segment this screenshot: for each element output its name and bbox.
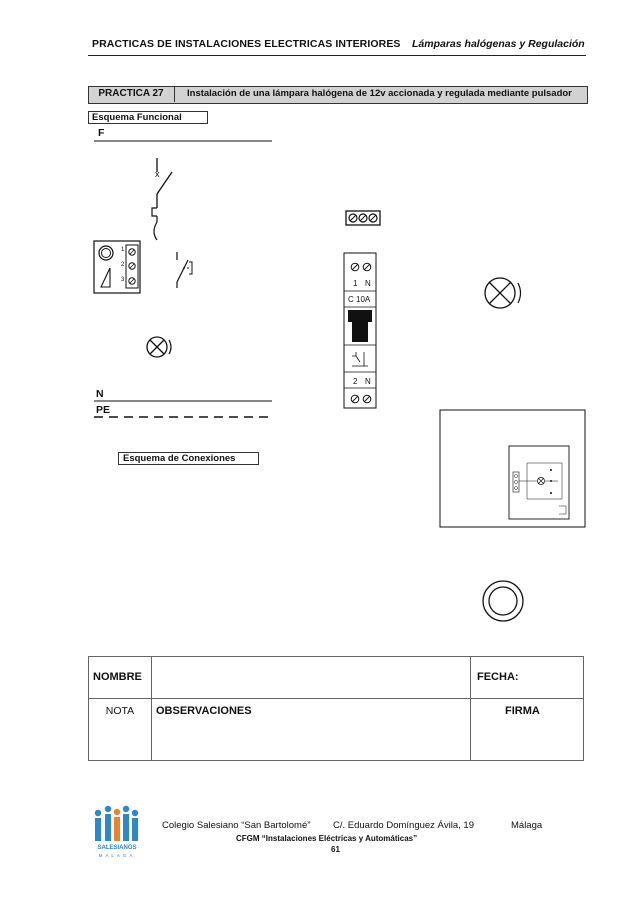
footer-page: 61 (331, 845, 340, 854)
switch-symbol (152, 158, 172, 240)
logo-text: SALESIANOS (97, 845, 137, 851)
practica-number: PRACTICA 27 (88, 86, 175, 102)
pushbutton-symbol (177, 252, 192, 288)
header-subtitle: Lámparas halógenas y Regulación (412, 38, 585, 50)
practica-title: Instalación de una lámpara halógena de 12v accionada y regulada mediante pulsador (187, 88, 572, 99)
salesianos-logo (90, 805, 144, 860)
esquema-funcional-label: Esquema Funcional (88, 111, 208, 124)
breaker-top-label-1: 1 (353, 279, 358, 288)
line-f-label: F (98, 127, 105, 139)
regulator-terminal-2: 2 (121, 262, 125, 268)
svg-text:x: x (155, 169, 160, 179)
firma-label: FIRMA (471, 699, 584, 761)
logo-subtext: MÁLAGA (98, 853, 136, 858)
regulator-terminal-1: 1 (121, 247, 125, 253)
nota-label: NOTA (89, 699, 152, 761)
nombre-field[interactable] (152, 657, 471, 699)
nombre-label: NOMBRE (89, 657, 152, 699)
line-n-label: N (96, 388, 104, 400)
breaker-bottom-label-2: 2 (353, 377, 358, 386)
lamp-connection-symbol (485, 278, 521, 308)
socket-symbol (483, 581, 523, 621)
regulator-terminal-3: 3 (121, 277, 125, 283)
circuit-breaker (344, 253, 376, 408)
esquema-conexiones-label: Esquema de Conexiones (118, 452, 259, 465)
breaker-bottom-label-n: N (365, 377, 371, 386)
lamp-functional-symbol (147, 337, 171, 357)
line-pe-label: PE (96, 404, 111, 416)
header-title: PRACTICAS DE INSTALACIONES ELECTRICAS INTERIORES (92, 38, 401, 50)
observaciones-label: OBSERVACIONES (152, 699, 471, 761)
terminal-block (346, 211, 380, 225)
regulator-box (94, 241, 140, 293)
breaker-top-label-n: N (365, 279, 371, 288)
evaluation-form (88, 656, 584, 761)
footer-school: Colegio Salesiano “San Bartolomé” (162, 820, 311, 831)
footer-course: CFGM “Instalaciones Eléctricas y Automáticas” (236, 834, 418, 843)
regulator-faceplate (440, 410, 585, 527)
footer-address: C/. Eduardo Domínguez Ávila, 19 (333, 820, 474, 831)
fecha-label: FECHA: (471, 657, 584, 699)
breaker-rating: C 10A (348, 295, 371, 304)
footer-city: Málaga (511, 820, 543, 831)
